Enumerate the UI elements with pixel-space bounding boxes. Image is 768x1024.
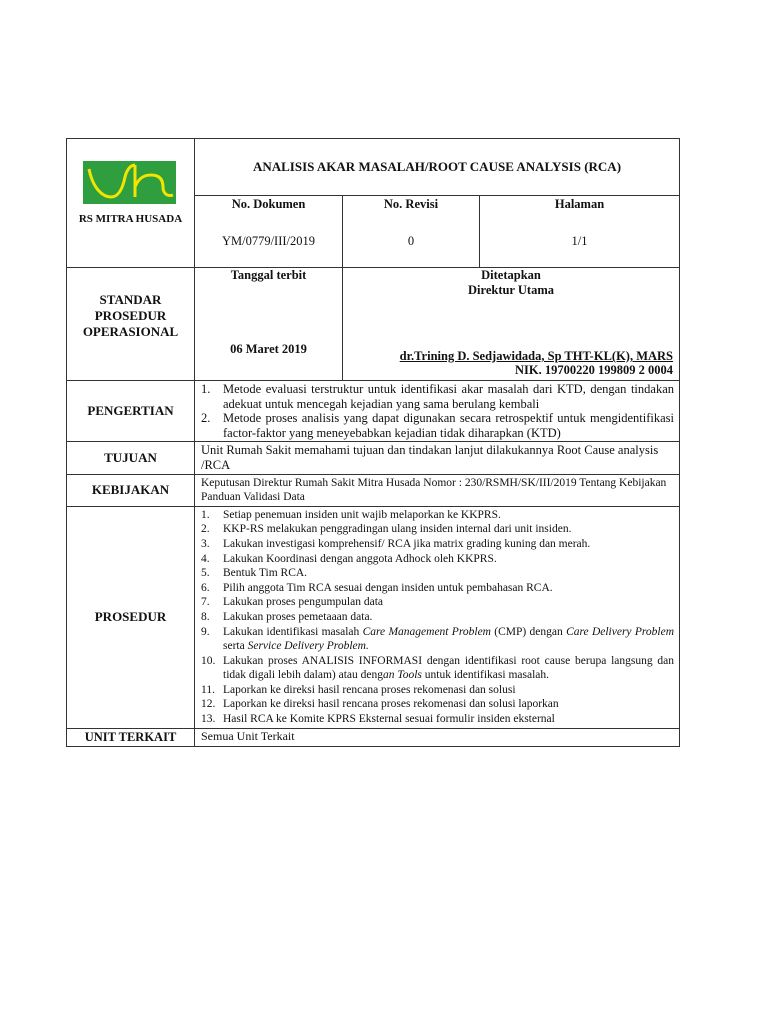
sop-document-table bbox=[66, 138, 680, 747]
list-item: 3. Lakukan investigasi komprehensif/ RCA jika matrix grading kuning dan merah. bbox=[201, 537, 591, 550]
prosedur-label: PROSEDUR bbox=[67, 506, 195, 728]
no-dokumen-value: YM/0779/III/2019 bbox=[221, 234, 316, 248]
hospital-logo-cell bbox=[67, 139, 195, 268]
list-item: 12. Laporkan ke direksi hasil rencana proses rekomenasi dan solusi laporkan bbox=[201, 698, 559, 711]
unit-terkait-text: Semua Unit Terkait bbox=[195, 728, 680, 746]
list-item: 8. Lakukan proses pemetaaan data. bbox=[201, 610, 373, 623]
list-item: 11. Laporkan ke direksi hasil rencana proses rekomenasi dan solusi bbox=[201, 683, 516, 696]
no-revisi-label: No. Revisi bbox=[383, 197, 439, 211]
sop-cell bbox=[67, 268, 195, 381]
tanggal-terbit-cell bbox=[195, 268, 343, 381]
direktur-label: Direktur Utama bbox=[468, 283, 554, 297]
list-item: 2. KKP-RS melakukan penggradingan ulang insiden internal dari unit insiden. bbox=[201, 523, 572, 536]
list-item: 2. Metode proses analisis yang dapat digunakan secara retrospektif untuk mengidentifikasi factor-faktor yang meneyebabkan kejadian tidak diharapkan (KTD) bbox=[201, 411, 675, 440]
list-item: 7. Lakukan proses pengumpulan data bbox=[201, 596, 383, 609]
halaman-value: 1/1 bbox=[571, 234, 588, 248]
hospital-name: RS MITRA HUSADA bbox=[78, 213, 183, 225]
list-item: 6. Pilih anggota Tim RCA sesuai dengan insiden untuk pembahasan RCA. bbox=[201, 581, 553, 594]
pengertian-content bbox=[195, 381, 680, 442]
pengertian-list bbox=[201, 382, 674, 440]
tanggal-terbit-label: Tanggal terbit bbox=[230, 268, 307, 282]
hospital-logo bbox=[83, 161, 176, 204]
document-title: ANALISIS AKAR MASALAH/ROOT CAUSE ANALYSIS (RCA) bbox=[195, 139, 680, 196]
ditetapkan-cell bbox=[343, 268, 680, 381]
list-item: 1. Metode evaluasi terstruktur untuk identifikasi akar masalah dari KTD, dengan tindakan adekuat untuk mencegah kejadian yang sama berulang kembali bbox=[201, 382, 675, 411]
unit-terkait-label: UNIT TERKAIT bbox=[67, 728, 195, 746]
no-dokumen-cell bbox=[195, 196, 343, 268]
no-revisi-value: 0 bbox=[407, 234, 415, 248]
list-item: 9. Lakukan identifikasi masalah Care Management Problem (CMP) dengan Care Delivery Problem serta Service Delivery Problem. bbox=[201, 625, 675, 653]
no-revisi-cell bbox=[343, 196, 480, 268]
list-item: 13. Hasil RCA ke Komite KPRS Eksternal sesuai formulir insiden eksternal bbox=[201, 713, 555, 726]
prosedur-list bbox=[201, 508, 674, 727]
list-item: 5. Bentuk Tim RCA. bbox=[201, 567, 308, 580]
halaman-label: Halaman bbox=[554, 197, 605, 211]
tanggal-terbit-value: 06 Maret 2019 bbox=[230, 342, 307, 356]
ditetapkan-label: Ditetapkan bbox=[481, 268, 541, 282]
signer-name: dr.Trining D. Sedjawidada, Sp THT-KL(K), MARS bbox=[399, 349, 674, 363]
pengertian-label: PENGERTIAN bbox=[67, 381, 195, 442]
list-item: 1. Setiap penemuan insiden unit wajib melaporkan ke KKPRS. bbox=[201, 508, 501, 521]
list-item: 10. Lakukan proses ANALISIS INFORMASI dengan identifikasi root cause berupa langsung dan tidak digali lebih dalam) atau dengan Tools untuk identifikasi masalah. bbox=[201, 654, 675, 682]
tujuan-label: TUJUAN bbox=[67, 442, 195, 474]
no-dokumen-label: No. Dokumen bbox=[231, 197, 306, 211]
sop-label: STANDAR PROSEDUR OPERASIONAL bbox=[82, 292, 179, 339]
kebijakan-text: Keputusan Direktur Rumah Sakit Mitra Husada Nomor : 230/RSMH/SK/III/2019 Tentang Kebijakan Panduan Validasi Data bbox=[195, 474, 680, 506]
kebijakan-label: KEBIJAKAN bbox=[67, 474, 195, 506]
prosedur-content bbox=[195, 506, 680, 728]
halaman-cell bbox=[480, 196, 680, 268]
signer-nik: NIK. 19700220 199809 2 0004 bbox=[515, 363, 674, 377]
list-item: 4. Lakukan Koordinasi dengan anggota Adhock oleh KKPRS. bbox=[201, 552, 497, 565]
tujuan-text: Unit Rumah Sakit memahami tujuan dan tindakan lanjut dilakukannya Root Cause analysis /RCA bbox=[195, 442, 680, 474]
